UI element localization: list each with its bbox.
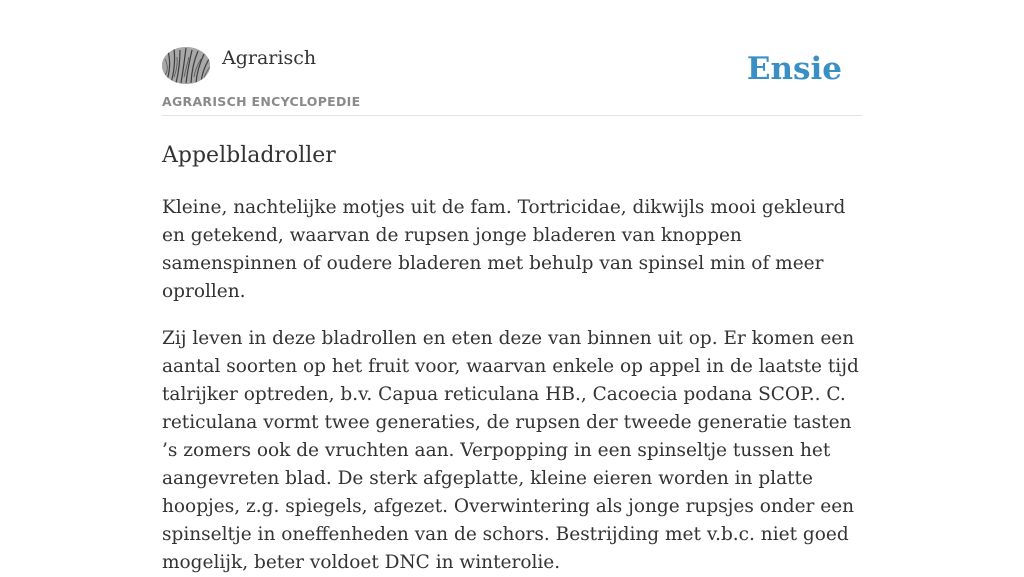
source-name[interactable]: Agrarisch bbox=[222, 47, 317, 69]
brand-logo[interactable]: Ensie bbox=[746, 51, 842, 87]
article-paragraph: Zij leven in deze bladrollen en eten deze van binnen uit op. Er komen een aantal soorten op het fruit voor, waarvan enkele op appel in de laatste tijd talrijker optreden, b.v. Capua reticulana HB., Cacoecia podana SCOP.. C. reticulana vormt twee generaties, de rupsen der tweede generatie tasten ’s zomers ook de vruchten aan. Verpopping in een spinseltje tussen het aangevreten blad. De sterk afgeplatte, kleine eieren worden in platte hoopjes, z.g. spiegels, afgezet. Overwintering als jonge rupsjes onder een spinseltje in oneffenheden van de schors. Bestrijding met v.b.c. niet goed mogelijk, beter voldoet DNC in winterolie. bbox=[162, 328, 859, 573]
page bbox=[162, 0, 862, 577]
source-subtitle[interactable]: AGRARISCH ENCYCLOPEDIE bbox=[162, 94, 361, 109]
header bbox=[162, 0, 862, 116]
wheat-ears-icon[interactable] bbox=[162, 47, 210, 84]
article-title: Appelbladroller bbox=[162, 143, 336, 168]
article-paragraph: Kleine, nachtelijke motjes uit de fam. Tortricidae, dikwijls mooi gekleurd en getekend, waarvan de rupsen jonge bladeren van knoppen samenspinnen of oudere bladeren met behulp van spinsel min of meer oprollen. bbox=[162, 197, 846, 302]
